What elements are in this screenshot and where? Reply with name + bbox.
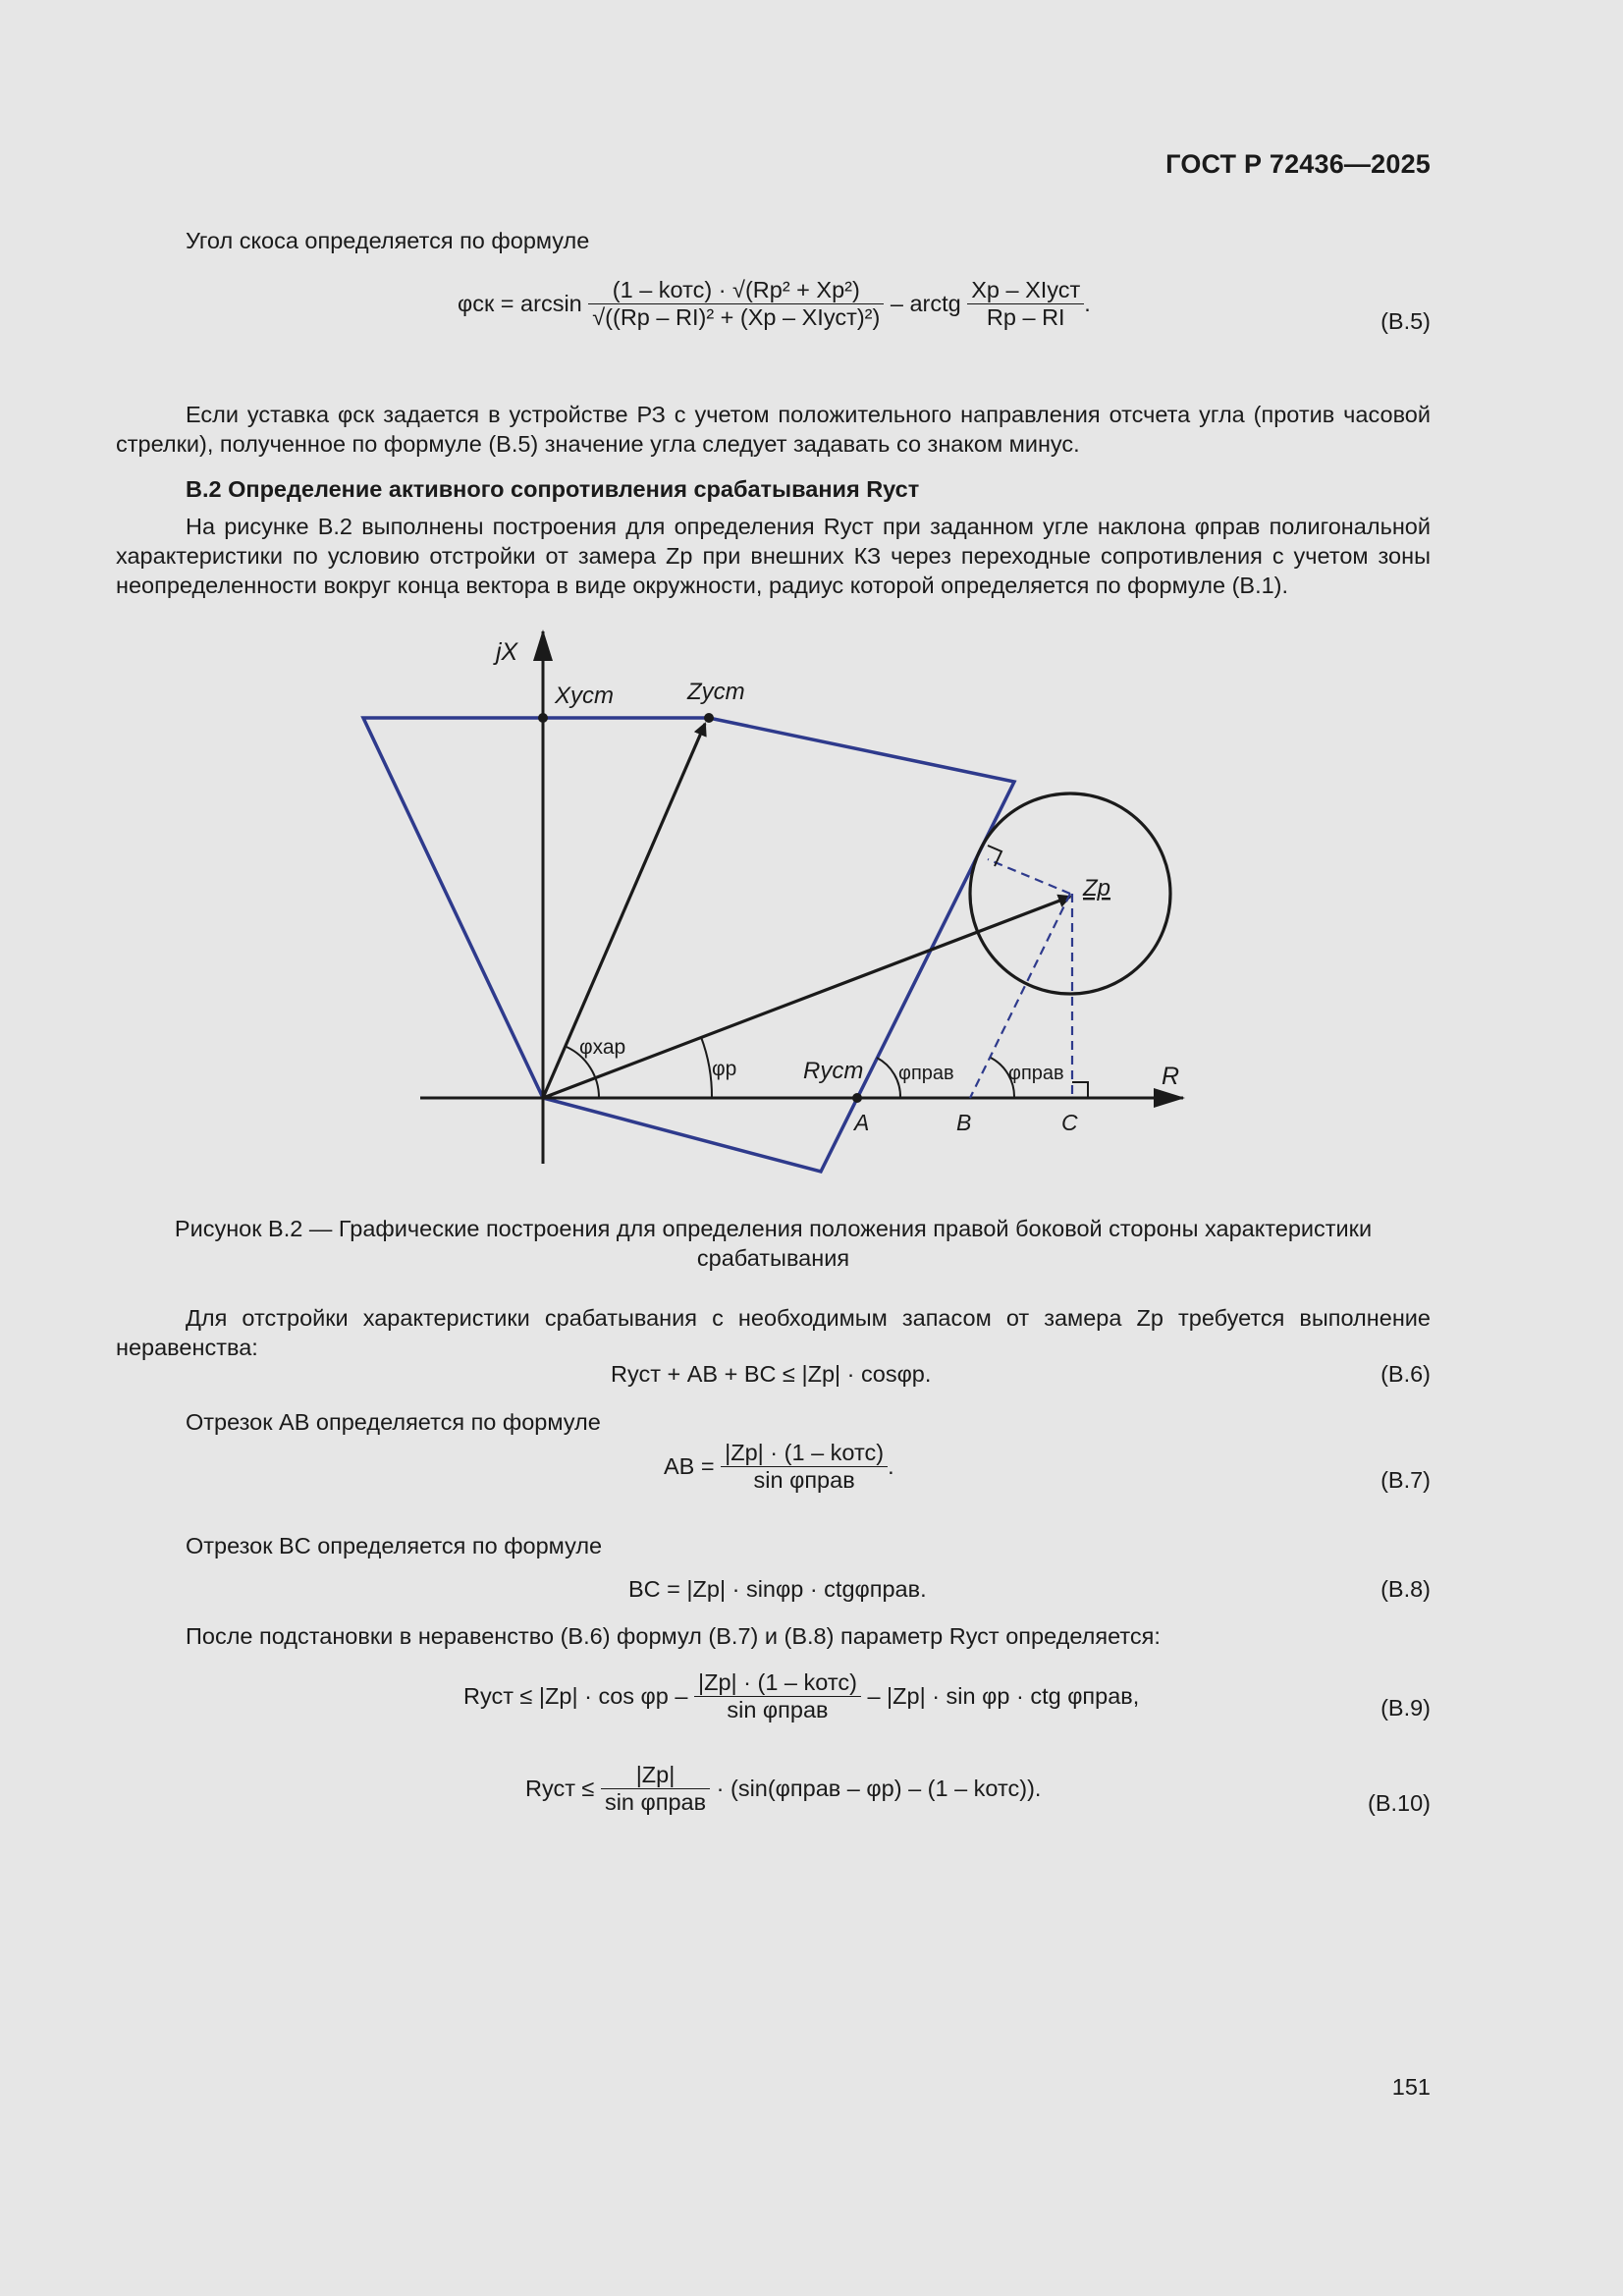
ab-text: Отрезок AB определяется по формуле <box>186 1409 601 1435</box>
formula-b10-fraction <box>601 1762 710 1816</box>
formula-b10-rhs: · (sin(φправ – φр) – (1 – kотс)). <box>716 1776 1042 1801</box>
formula-b7-lhs: AB = <box>664 1453 715 1479</box>
formula-b7: AB = $\frac{\text{|Zр| · (1 – kотс)}}{\text{sin φправ}}$ . <box>664 1440 894 1493</box>
formula-b8: BC = |Zр| · sinφр · ctgφправ. <box>628 1576 927 1602</box>
formula-b10-numerator: |Zр| <box>601 1762 710 1789</box>
arc-phi-prav-1 <box>877 1058 900 1098</box>
label-phi-r: φр <box>712 1058 737 1080</box>
formula-b5-lhs: φск = arcsin <box>458 291 582 316</box>
equation-number-b5: (В.5) <box>1380 308 1431 334</box>
dashed-radius <box>988 859 1070 894</box>
formula-b9-rhs: – |Zр| · sin φр · ctg φправ, <box>867 1683 1140 1709</box>
right-angle-mark-c <box>1072 1082 1088 1098</box>
document-code: ГОСТ Р 72436—2025 <box>1165 149 1431 179</box>
formula-b7-numerator: |Zр| · (1 – kотс) <box>721 1440 888 1467</box>
formula-b7-denominator: sin φправ <box>753 1467 855 1493</box>
skew-angle-text: Угол скоса определяется по формуле <box>186 228 590 253</box>
label-phi-prav-2: φправ <box>1008 1063 1064 1084</box>
equation-number-b10: (В.10) <box>1368 1790 1431 1816</box>
label-x-ust: Xуст <box>555 683 614 709</box>
figure-intro-paragraph: На рисунке В.2 выполнены построения для определения Rуст при заданном угле наклона φправ полигональной характеристики по условию отстройки от замера Zр при внешних КЗ через переходные сопротивления с учетом зоны неопределенности вокруг конца вектора в виде окружности, радиус которой определяется по формуле (В.1). <box>116 514 1431 598</box>
formula-b7-fraction <box>721 1440 888 1494</box>
formula-b9-fraction <box>694 1669 861 1723</box>
formula-b5-numerator-2: Xр – XIуст <box>967 277 1084 304</box>
sign-paragraph: Если уставка φск задается в устройстве РЗ с учетом положительного направления отсчета угла (против часовой стрелки), полученное по формуле (В.5) значение угла следует задавать со знаком минус. <box>116 402 1431 457</box>
point-z-ust <box>704 713 714 723</box>
formula-b5-denominator: √((Rр – RI)² + (Xр – XIуст)²) <box>592 304 881 330</box>
arc-phi-r <box>701 1037 712 1098</box>
formula-b10-denominator: sin φправ <box>604 1789 707 1815</box>
equation-number-b7: (В.7) <box>1380 1467 1431 1493</box>
point-a <box>852 1093 862 1103</box>
equation-number-b9: (В.9) <box>1380 1695 1431 1721</box>
label-phi-prav-1: φправ <box>898 1063 954 1084</box>
label-axis-y: jX <box>496 638 518 666</box>
substitution-text: После подстановки в неравенство (В.6) формул (В.7) и (В.8) параметр Rуст определяется: <box>186 1623 1161 1649</box>
label-point-c: C <box>1061 1110 1078 1135</box>
label-axis-x: R <box>1162 1063 1180 1090</box>
inequality-paragraph: Для отстройки характеристики срабатывания с необходимым запасом от замера Zр требуется выполнение неравенства: <box>116 1305 1431 1360</box>
formula-b5-denominator-2: Rр – RI <box>986 304 1065 330</box>
formula-b9-denominator: sin φправ <box>727 1697 829 1722</box>
formula-b9 <box>463 1669 1139 1723</box>
page-number: 151 <box>1391 2074 1431 2100</box>
label-z-ust: Zуст <box>687 679 745 705</box>
point-x-ust <box>538 713 548 723</box>
formula-b5-numerator: (1 – kотс) · √(Rр² + Xр²) <box>588 277 884 304</box>
equation-number-b6: (В.6) <box>1380 1361 1431 1387</box>
formula-b10 <box>525 1762 1041 1816</box>
label-r-ust: Rуст <box>803 1058 864 1084</box>
section-title: В.2 Определение активного сопротивления срабатывания Rуст <box>186 476 920 502</box>
label-phi-har: φхар <box>579 1036 626 1059</box>
bc-text: Отрезок BC определяется по формуле <box>186 1533 603 1558</box>
label-point-b: B <box>956 1110 972 1135</box>
label-z-r: Zр <box>1083 875 1111 902</box>
formula-b10-lhs: Rуст ≤ <box>525 1776 595 1801</box>
figure-caption: Рисунок В.2 — Графические построения для определения положения правой боковой стороны характеристики срабатывания <box>174 1216 1373 1271</box>
formula-b9-numerator: |Zр| · (1 – kотс) <box>694 1669 861 1697</box>
equation-number-b8: (В.8) <box>1380 1576 1431 1602</box>
formula-b9-lhs: Rуст ≤ |Zр| · cos φр – <box>463 1683 688 1709</box>
formula-b5-arctg: – arctg <box>890 291 961 316</box>
formula-b6: Rуст + AB + BC ≤ |Zр| · cosφр. <box>611 1361 932 1387</box>
formula-b5: φск = arcsin $\frac{\text{(1 – kотс) · √(Rр² + Xр²)}}{\text{√((Rр – RI)² + (Xр – XIуст)²)}}$ – arctg $\frac{\text{Xр – XIуст}}{Rр - RI}$ . <box>458 277 1091 330</box>
label-point-a: A <box>854 1110 870 1135</box>
characteristic-polygon <box>363 718 1014 1172</box>
